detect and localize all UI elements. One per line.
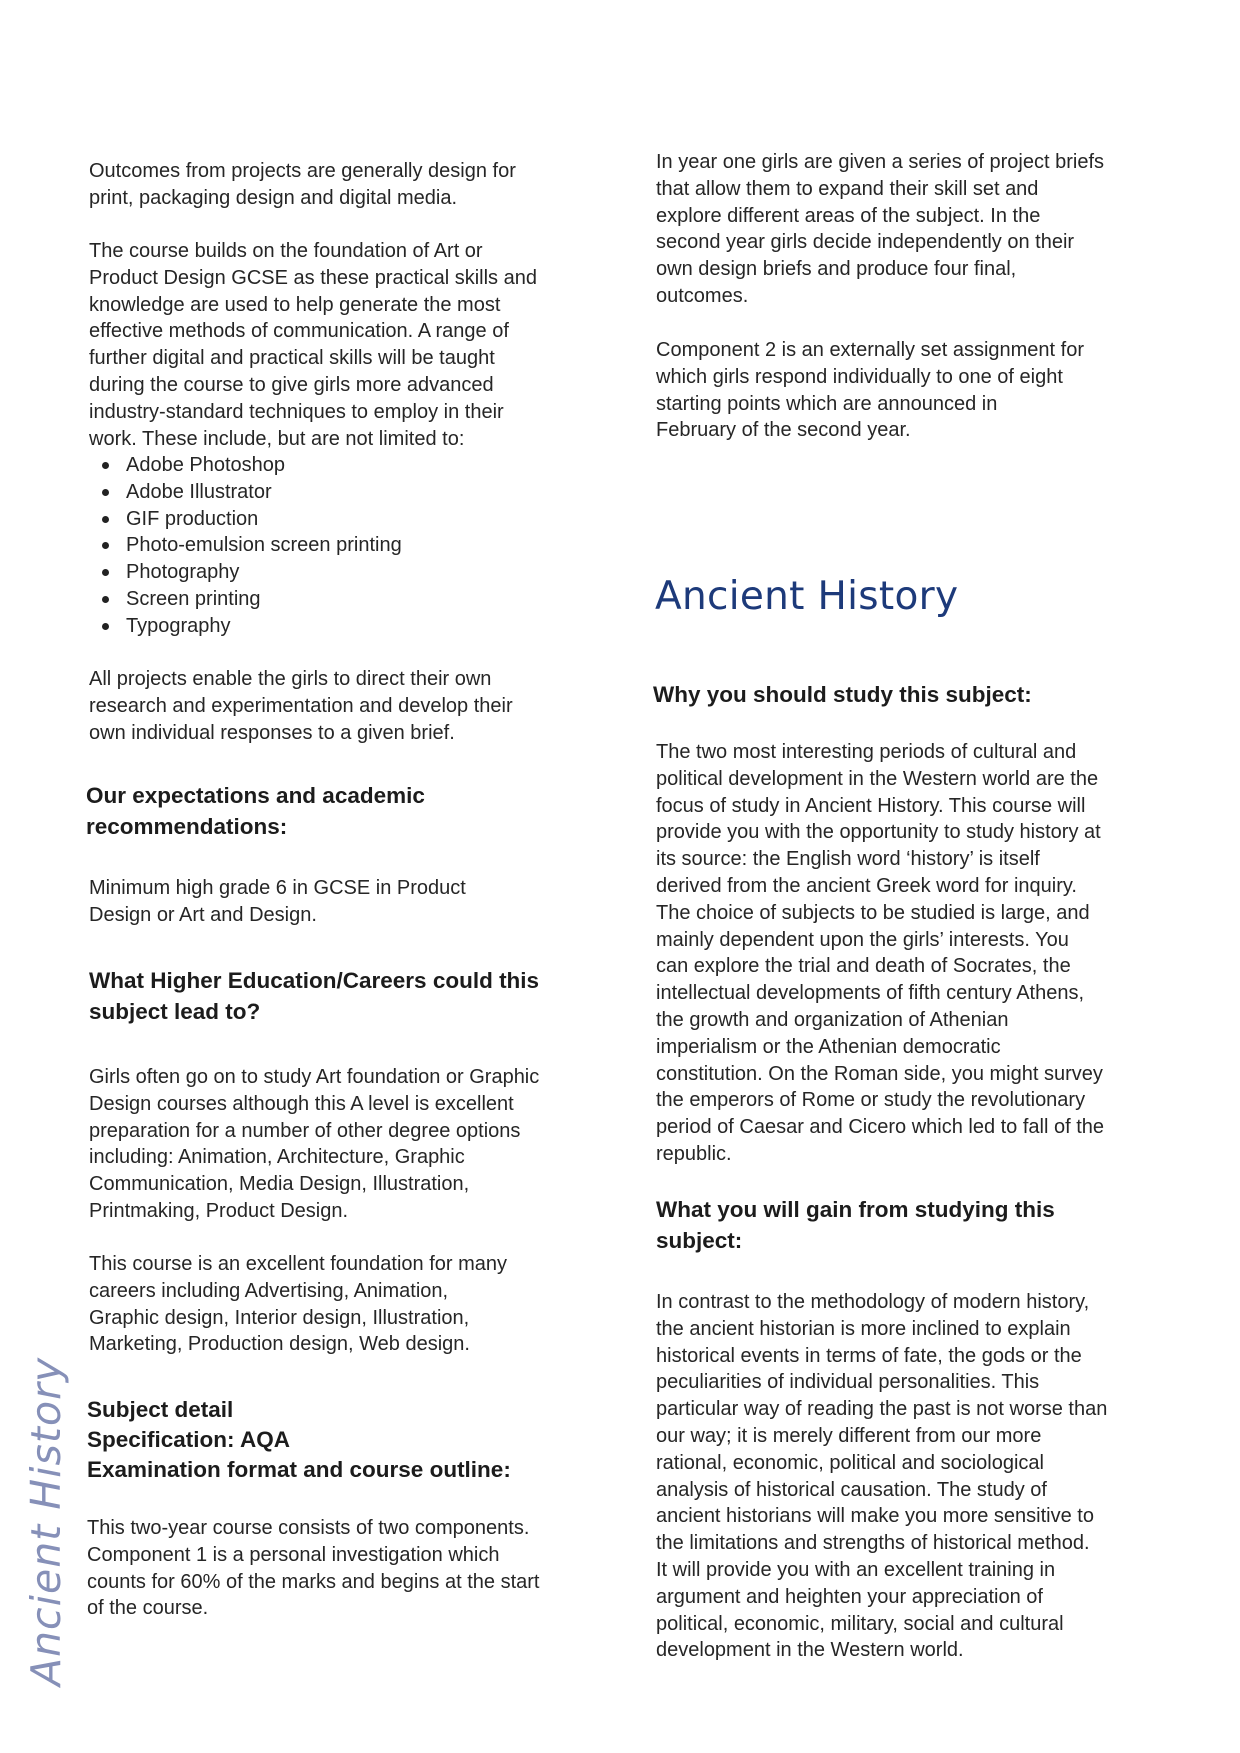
text-line: recommendations:: [86, 814, 288, 839]
text-line: Examination format and course outline:: [87, 1457, 511, 1482]
text-line: during the course to give girls more advanced: [89, 373, 494, 396]
heading-careers: [89, 965, 539, 1027]
text-line: political development in the Western world are the: [656, 767, 1099, 790]
text-line: Specification: AQA: [87, 1427, 290, 1452]
text-line: constitution. On the Roman side, you might survey: [656, 1062, 1103, 1085]
list-item: GIF production: [89, 506, 402, 533]
text-line: the limitations and strengths of historical method.: [656, 1532, 1090, 1555]
list-item: Photo-emulsion screen printing: [89, 532, 402, 559]
text-line: the growth and organization of Athenian: [656, 1008, 1009, 1031]
text-line: focus of study in Ancient History. This course will: [656, 794, 1086, 817]
text-line: industry-standard techniques to employ in their: [89, 400, 504, 423]
text-line: second year girls decide independently on their: [656, 231, 1075, 254]
text-line: outcomes.: [656, 284, 749, 307]
text-line: rational, economic, political and sociological: [656, 1451, 1044, 1474]
paragraph-components: [87, 1515, 539, 1622]
paragraph-outcomes: [89, 158, 516, 212]
text-line: of the course.: [87, 1597, 209, 1620]
text-line: period of Caesar and Cicero which led to fall of the: [656, 1116, 1105, 1139]
text-line: that allow them to expand their skill set and: [656, 177, 1039, 200]
text-line: Design courses although this A level is excellent: [89, 1092, 514, 1115]
heading-what-you-gain: [656, 1194, 1055, 1256]
text-line: careers including Advertising, Animation,: [89, 1279, 449, 1302]
text-line: counts for 60% of the marks and begins at the start: [87, 1570, 540, 1593]
paragraph-why-study: [656, 739, 1104, 1168]
text-line: republic.: [656, 1142, 732, 1165]
heading-subject-detail: [87, 1395, 511, 1485]
text-line: argument and heighten your appreciation of: [656, 1585, 1043, 1608]
text-line: own design briefs and produce four final,: [656, 258, 1017, 281]
text-line: our way; it is merely different from our more: [656, 1424, 1042, 1447]
text-line: The course builds on the foundation of Art or: [89, 240, 483, 262]
text-line: own individual responses to a given brief.: [89, 721, 455, 744]
text-line: development in the Western world.: [656, 1639, 964, 1662]
text-line: its source: the English word ‘history’ is itself: [656, 848, 1040, 871]
text-line: particular way of reading the past is not worse than: [656, 1398, 1108, 1421]
text-line: In year one girls are given a series of project briefs: [656, 151, 1104, 173]
text-line: Our expectations and academic: [86, 783, 425, 808]
text-line: further digital and practical skills will be taught: [89, 347, 495, 370]
text-line: February of the second year.: [656, 419, 911, 442]
text-line: work. These include, but are not limited to:: [89, 427, 465, 450]
paragraph-course-foundation: [89, 238, 537, 452]
paragraph-what-you-gain: [656, 1289, 1107, 1664]
list-item: Typography: [89, 613, 402, 640]
text-line: The two most interesting periods of cultural and: [656, 741, 1077, 763]
text-line: Component 1 is a personal investigation which: [87, 1543, 500, 1566]
text-line: subject:: [656, 1228, 743, 1253]
text-line: explore different areas of the subject. In the: [656, 204, 1041, 227]
text-line: effective methods of communication. A range of: [89, 320, 509, 343]
text-line: This course is an excellent foundation for many: [89, 1253, 507, 1275]
text-line: ancient historians will make you more sensitive to: [656, 1505, 1094, 1528]
paragraph-degree-options: [89, 1064, 539, 1225]
list-item: Adobe Photoshop: [89, 452, 402, 479]
text-line: What you will gain from studying this: [656, 1197, 1055, 1222]
text-line: peculiarities of individual personalities. This: [656, 1371, 1040, 1394]
heading-expectations: [86, 780, 425, 842]
text-line: derived from the ancient Greek word for inquiry.: [656, 874, 1077, 897]
text-line: Communication, Media Design, Illustration,: [89, 1173, 470, 1196]
heading-why-study: [653, 679, 1032, 710]
paragraph-projects: [89, 666, 513, 746]
list-item: Photography: [89, 559, 402, 586]
text-line: political, economic, military, social and cultural: [656, 1612, 1064, 1635]
text-line: knowledge are used to help generate the most: [89, 293, 501, 316]
paragraph-year-one: [656, 149, 1104, 310]
text-line: In contrast to the methodology of modern history,: [656, 1291, 1090, 1313]
text-line: Graphic design, Interior design, Illustration,: [89, 1306, 470, 1329]
text-line: starting points which are announced in: [656, 392, 998, 415]
list-item: Screen printing: [89, 586, 402, 613]
paragraph-requirements: [89, 875, 466, 929]
text-line: All projects enable the girls to direct their own: [89, 668, 492, 690]
text-line: Subject detail: [87, 1397, 234, 1422]
text-line: Printmaking, Product Design.: [89, 1199, 349, 1222]
text-line: subject lead to?: [89, 999, 261, 1024]
text-line: Marketing, Production design, Web design.: [89, 1333, 470, 1356]
text-line: including: Animation, Architecture, Graphic: [89, 1146, 465, 1169]
text-line: imperialism or the Athenian democratic: [656, 1035, 1001, 1058]
text-line: The choice of subjects to be studied is large, and: [656, 901, 1090, 924]
text-line: historical events in terms of fate, the gods or the: [656, 1344, 1082, 1367]
paragraph-component-2: [656, 337, 1084, 444]
text-line: intellectual developments of fifth century Athens,: [656, 982, 1085, 1005]
text-line: It will provide you with an excellent training in: [656, 1558, 1056, 1581]
text-line: the ancient historian is more inclined to explain: [656, 1317, 1071, 1340]
text-line: mainly dependent upon the girls’ interests. You: [656, 928, 1069, 951]
text-line: preparation for a number of other degree options: [89, 1119, 521, 1142]
list-item: Adobe Illustrator: [89, 479, 402, 506]
text-line: Component 2 is an externally set assignment for: [656, 339, 1084, 361]
section-title: Ancient History: [655, 574, 959, 619]
text-line: can explore the trial and death of Socrates, the: [656, 955, 1071, 978]
paragraph-careers: [89, 1251, 507, 1358]
text-line: research and experimentation and develop their: [89, 694, 513, 717]
text-line: Design or Art and Design.: [89, 903, 317, 926]
text-line: Minimum high grade 6 in GCSE in Product: [89, 877, 466, 899]
text-line: What Higher Education/Careers could this: [89, 968, 540, 993]
text-line: Girls often go on to study Art foundation or Graphic: [89, 1066, 540, 1088]
text-line: provide you with the opportunity to study history at: [656, 821, 1101, 844]
skills-list: [89, 452, 402, 640]
text-line: Why you should study this subject:: [653, 682, 1032, 707]
text-line: This two-year course consists of two components.: [87, 1517, 530, 1539]
text-line: print, packaging design and digital media.: [89, 186, 458, 209]
text-line: analysis of historical causation. The study of: [656, 1478, 1047, 1501]
text-line: Outcomes from projects are generally design for: [89, 160, 516, 182]
text-line: which girls respond individually to one of eight: [656, 365, 1063, 388]
side-section-label: Ancient History: [22, 1356, 70, 1686]
text-line: Product Design GCSE as these practical skills and: [89, 266, 537, 289]
text-line: the emperors of Rome or study the revolutionary: [656, 1089, 1086, 1112]
